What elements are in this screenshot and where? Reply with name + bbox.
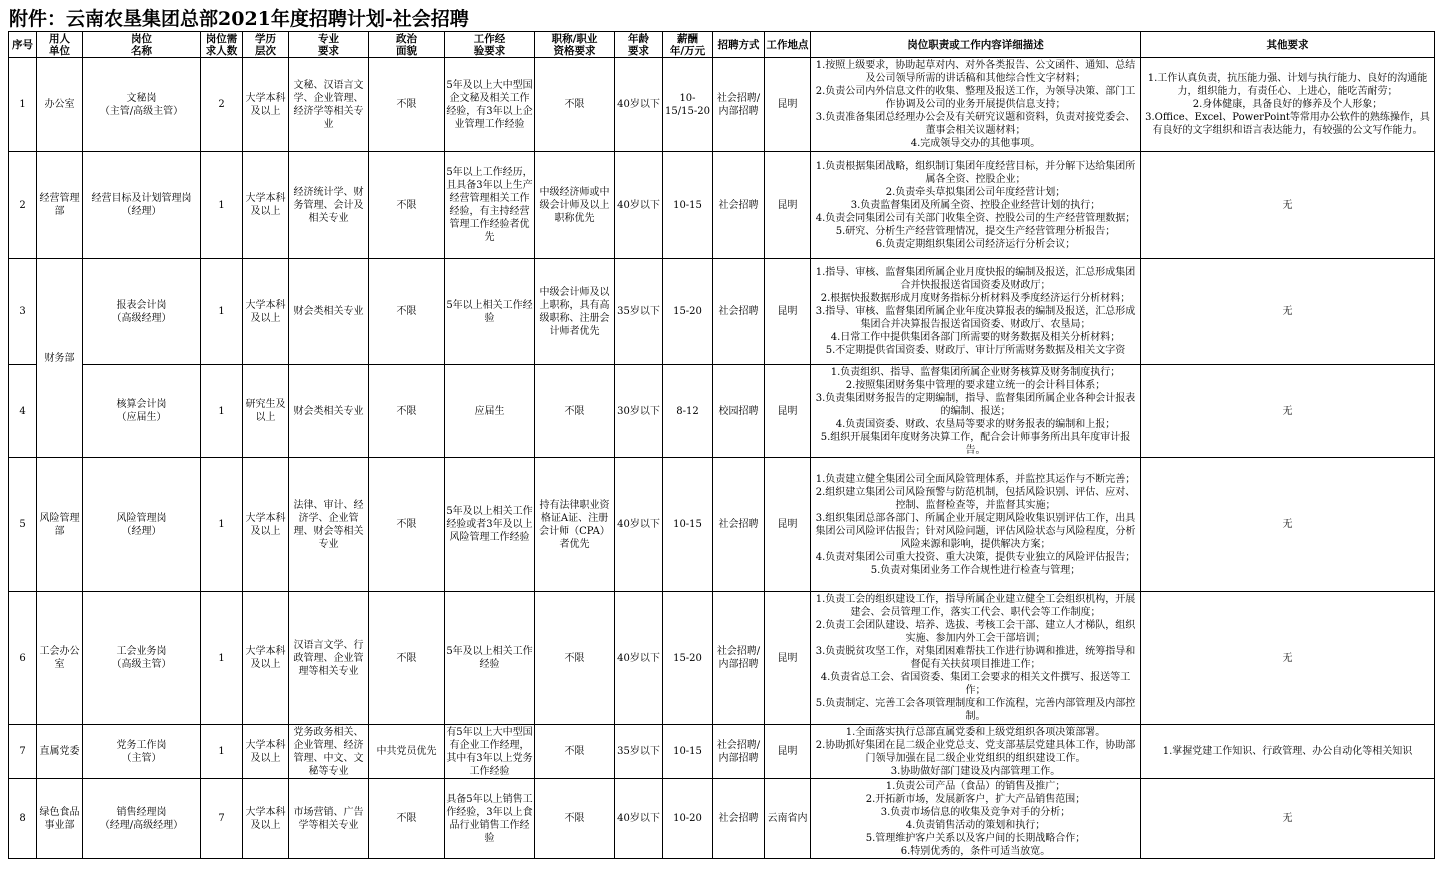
cell-salary: 10-15 bbox=[663, 725, 713, 779]
duty-line: 3.负责监督集团及所属全资、控股企业经营计划的执行； bbox=[850, 199, 1101, 211]
cell-unit: 风险管理部 bbox=[37, 458, 83, 592]
cell-major: 党务政务相关、企业管理、经济管理、中文、文秘等专业 bbox=[289, 725, 369, 779]
other-line: 无 bbox=[1282, 813, 1293, 824]
cell-duty bbox=[811, 152, 1141, 259]
cell-duty bbox=[811, 779, 1141, 859]
duty-line: 3.组织集团总部各部门、所属企业开展定期风险收集识别评估工作，出具集团公司风险评估报告；针对风险问题，评估风险状态与风险程度，分析风险来源和影响，提供解决方案； bbox=[815, 512, 1136, 550]
header-edu: 学历 层次 bbox=[243, 32, 289, 58]
duty-line: 4.日常工作中提供集团各部门所需要的财务数据及相关分析材料； bbox=[830, 332, 1121, 343]
table-row bbox=[9, 152, 1435, 259]
cell-edu: 大学本科及以上 bbox=[243, 58, 289, 152]
cell-exp: 5年及以上相关工作经验或者3年及以上风险管理工作经验 bbox=[445, 458, 535, 592]
cell-post: 风险管理岗 （经理） bbox=[83, 458, 201, 592]
duty-line: 3.负责准备集团总经理办公会及有关研究议题和资料，负责对接党委会、董事会相关议题材料； bbox=[815, 112, 1136, 136]
duty-line: 2.开拓新市场，发展新客户，扩大产品销售范围； bbox=[865, 793, 1086, 805]
cell-post: 经营目标及计划管理岗 （经理） bbox=[83, 152, 201, 259]
cell-salary: 15-20 bbox=[663, 592, 713, 725]
duty-line: 5.组织开展集团年度财务决算工作，配合会计师事务所出具年度审计报告。 bbox=[820, 431, 1131, 456]
cell-exp: 5年以上相关工作经验 bbox=[445, 259, 535, 365]
table-row bbox=[9, 365, 1435, 458]
cell-count: 1 bbox=[201, 592, 243, 725]
table-row bbox=[9, 725, 1435, 779]
cell-political: 不限 bbox=[369, 259, 445, 365]
cell-political: 不限 bbox=[369, 458, 445, 592]
cell-salary: 10-15/15-20 bbox=[663, 58, 713, 152]
duty-line: 2.负责牵头草拟集团公司年度经营计划； bbox=[885, 186, 1066, 198]
cell-seq: 4 bbox=[9, 365, 37, 458]
duty-line: 1.全面落实执行总部直属党委和上级党组织各项决策部署。 bbox=[845, 726, 1106, 738]
duty-line: 4.负责会同集团公司有关部门收集全资、控股公司的生产经营管理数据； bbox=[815, 212, 1136, 224]
cell-unit: 办公室 bbox=[37, 58, 83, 152]
duty-line: 2.协助抓好集团在昆二级企业党总支、党支部基层党建具体工作，协助部门领导加强在昆二级企业党组织的组织建设工作。 bbox=[815, 739, 1136, 764]
cell-age: 40岁以下 bbox=[615, 458, 663, 592]
other-line: 无 bbox=[1282, 199, 1293, 211]
cell-place: 昆明 bbox=[765, 259, 811, 365]
cell-exp: 具备5年以上销售工作经验，3年以上食品行业销售工作经验 bbox=[445, 779, 535, 859]
cell-other bbox=[1141, 725, 1435, 779]
cell-title-req: 中级会计师及以上职称，具有高级职称、注册会计师者优先 bbox=[535, 259, 615, 365]
header-title-req: 职称/职业 资格要求 bbox=[535, 32, 615, 58]
cell-other bbox=[1141, 365, 1435, 458]
cell-age: 40岁以下 bbox=[615, 152, 663, 259]
cell-duty bbox=[811, 365, 1141, 458]
table-row bbox=[9, 259, 1435, 365]
cell-edu: 大学本科及以上 bbox=[243, 458, 289, 592]
cell-unit: 工会办公室 bbox=[37, 592, 83, 725]
header-count: 岗位需 求人数 bbox=[201, 32, 243, 58]
cell-method: 社会招聘 bbox=[713, 458, 765, 592]
cell-method: 社会招聘/内部招聘 bbox=[713, 58, 765, 152]
duty-line: 1.负责组织、指导、监督集团所属企业财务核算及财务制度执行； bbox=[830, 366, 1121, 378]
cell-post: 报表会计岗 （高级经理） bbox=[83, 259, 201, 365]
cell-count: 1 bbox=[201, 725, 243, 779]
cell-edu: 大学本科及以上 bbox=[243, 259, 289, 365]
cell-edu: 大学本科及以上 bbox=[243, 725, 289, 779]
header-political: 政治 面貌 bbox=[369, 32, 445, 58]
duty-line: 5.研究、分析生产经营管理情况，提交生产经营管理分析报告； bbox=[835, 225, 1116, 237]
cell-count: 1 bbox=[201, 152, 243, 259]
cell-age: 40岁以下 bbox=[615, 58, 663, 152]
header-place: 工作地点 bbox=[765, 32, 811, 58]
cell-major: 市场营销、广告学等相关专业 bbox=[289, 779, 369, 859]
cell-edu: 大学本科及以上 bbox=[243, 779, 289, 859]
cell-method: 校园招聘 bbox=[713, 365, 765, 458]
cell-post: 党务工作岗 （主管） bbox=[83, 725, 201, 779]
cell-post: 文秘岗 （主管/高级主管） bbox=[83, 58, 201, 152]
cell-salary: 10-20 bbox=[663, 779, 713, 859]
header-seq: 序号 bbox=[9, 32, 37, 58]
cell-duty bbox=[811, 725, 1141, 779]
cell-duty bbox=[811, 58, 1141, 152]
cell-salary: 10-15 bbox=[663, 152, 713, 259]
duty-line: 2.负责公司内外信息文件的收集、整理及报送工作，为领导决策、部门工作协调及公司的业务开展提供信息支持； bbox=[815, 86, 1136, 110]
cell-title-req: 不限 bbox=[535, 592, 615, 725]
cell-other bbox=[1141, 259, 1435, 365]
cell-age: 40岁以下 bbox=[615, 779, 663, 859]
table-row bbox=[9, 592, 1435, 725]
cell-place: 昆明 bbox=[765, 152, 811, 259]
duty-line: 1.按照上级要求，协助起草对内、对外各类报告、公文函件、通知、总结及公司领导所需的讲话稿和其他综合性文字材料； bbox=[815, 60, 1136, 84]
duty-line: 1.负责公司产品（食品）的销售及推广； bbox=[885, 780, 1066, 792]
cell-seq: 2 bbox=[9, 152, 37, 259]
cell-unit: 绿色食品事业部 bbox=[37, 779, 83, 859]
cell-political: 不限 bbox=[369, 592, 445, 725]
duty-line: 4.负责对集团公司重大投资、重大决策，提供专业独立的风险评估报告； bbox=[815, 551, 1136, 563]
cell-age: 30岁以下 bbox=[615, 365, 663, 458]
duty-line: 5.负责制定、完善工会各项管理制度和工作流程，完善内部管理及内部控制。 bbox=[815, 698, 1136, 722]
cell-place: 云南省内 bbox=[765, 779, 811, 859]
cell-duty bbox=[811, 458, 1141, 592]
duty-line: 1.指导、审核、监督集团所属企业月度快报的编制及报送，汇总形成集团合并快报报送省国资委及财政厅； bbox=[815, 267, 1136, 291]
cell-post: 核算会计岗 （应届生） bbox=[83, 365, 201, 458]
duty-line: 3.负责市场信息的收集及竞争对手的分析； bbox=[880, 806, 1071, 818]
cell-major: 汉语言文学、行政管理、企业管理等相关专业 bbox=[289, 592, 369, 725]
cell-other bbox=[1141, 458, 1435, 592]
cell-seq: 3 bbox=[9, 259, 37, 365]
cell-duty bbox=[811, 592, 1141, 725]
duty-line: 4.完成领导交办的其他事项。 bbox=[910, 138, 1041, 149]
cell-title-req: 不限 bbox=[535, 725, 615, 779]
cell-duty bbox=[811, 259, 1141, 365]
cell-political: 不限 bbox=[369, 152, 445, 259]
duty-line: 3.协助做好部门建设及内部管理工作。 bbox=[890, 765, 1061, 777]
cell-method: 社会招聘 bbox=[713, 152, 765, 259]
cell-place: 昆明 bbox=[765, 592, 811, 725]
other-line: 3.Office、Excel、PowerPoint等常用办公软件的熟练操作，具有良好的文字组织和语言表达能力，有较强的公文写作能力。 bbox=[1145, 112, 1430, 136]
duty-line: 5.负责对集团业务工作合规性进行检查与管理； bbox=[870, 564, 1081, 576]
cell-place: 昆明 bbox=[765, 58, 811, 152]
other-line: 无 bbox=[1282, 519, 1293, 530]
cell-post: 工会业务岗 （高级主管） bbox=[83, 592, 201, 725]
cell-method: 社会招聘/内部招聘 bbox=[713, 592, 765, 725]
duty-line: 2.组织建立集团公司风险预警与防范机制，包括风险识别、评估、应对、控制、监督检查等，并监督其实施； bbox=[815, 486, 1136, 511]
cell-method: 社会招聘 bbox=[713, 779, 765, 859]
cell-title-req: 持有法律职业资格证A证、注册会计师（CPA）者优先 bbox=[535, 458, 615, 592]
cell-title-req: 不限 bbox=[535, 58, 615, 152]
duty-line: 3.负责脱贫攻坚工作，对集团困难帮扶工作进行协调和推进，统筹指导和督促有关扶贫项目推进工作； bbox=[815, 646, 1136, 670]
duty-line: 5.不定期提供省国资委、财政厅、审计厅所需财务数据及相关文字资 bbox=[825, 345, 1126, 356]
cell-edu: 大学本科及以上 bbox=[243, 592, 289, 725]
header-unit: 用人 单位 bbox=[37, 32, 83, 58]
cell-edu: 大学本科及以上 bbox=[243, 152, 289, 259]
cell-place: 昆明 bbox=[765, 458, 811, 592]
cell-seq: 5 bbox=[9, 458, 37, 592]
duty-line: 2.负责工会团队建设、培养、选拔、考核工会干部、建立人才梯队，组织实施、参加内外工会干部培训； bbox=[815, 620, 1136, 644]
duty-line: 2.根据快报数据形成月度财务指标分析材料及季度经济运行分析材料； bbox=[820, 293, 1131, 304]
cell-salary: 15-20 bbox=[663, 259, 713, 365]
duty-line: 3.负责集团财务报告的定期编制，指导、监督集团所属企业各种会计报表的编制、报送； bbox=[815, 392, 1136, 417]
cell-title-req: 不限 bbox=[535, 365, 615, 458]
header-method: 招聘方式 bbox=[713, 32, 765, 58]
other-line: 1.工作认真负责，抗压能力强、计划与执行能力、良好的沟通能力，组织能力，有责任心、上进心，能吃苦耐劳； bbox=[1147, 73, 1428, 97]
cell-unit: 直属党委 bbox=[37, 725, 83, 779]
cell-political: 不限 bbox=[369, 58, 445, 152]
header-row bbox=[9, 32, 1435, 58]
cell-other bbox=[1141, 58, 1435, 152]
duty-line: 3.指导、审核、监督集团所属企业年度决算报表的编制及报送，汇总形成集团合并决算报告报送省国资委、财政厅、农垦局； bbox=[815, 306, 1136, 330]
cell-post: 销售经理岗 （经理/高级经理） bbox=[83, 779, 201, 859]
header-major: 专业 要求 bbox=[289, 32, 369, 58]
table-row bbox=[9, 58, 1435, 152]
cell-political: 中共党员优先 bbox=[369, 725, 445, 779]
header-age: 年龄 要求 bbox=[615, 32, 663, 58]
header-exp: 工作经 验要求 bbox=[445, 32, 535, 58]
cell-count: 1 bbox=[201, 458, 243, 592]
cell-major: 财会类相关专业 bbox=[289, 259, 369, 365]
cell-exp: 5年及以上相关工作经验 bbox=[445, 592, 535, 725]
cell-other bbox=[1141, 152, 1435, 259]
duty-line: 4.负责销售活动的策划和执行； bbox=[905, 819, 1046, 831]
duty-line: 2.按照集团财务集中管理的要求建立统一的会计科目体系； bbox=[845, 379, 1106, 391]
duty-line: 1.负责根据集团战略，组织制订集团年度经营目标，并分解下达给集团所属各全资、控股企业； bbox=[815, 160, 1136, 185]
cell-salary: 10-15 bbox=[663, 458, 713, 592]
cell-exp: 5年及以上大中型国企文秘及相关工作经验，有3年以上企业管理工作经验 bbox=[445, 58, 535, 152]
cell-method: 社会招聘 bbox=[713, 259, 765, 365]
cell-title-req: 中级经济师或中级会计师及以上职称优先 bbox=[535, 152, 615, 259]
other-line: 无 bbox=[1282, 652, 1293, 664]
cell-exp: 有5年以上大中型国有企业工作经理，其中有3年以上党务工作经验 bbox=[446, 726, 533, 777]
cell-major: 经济统计学、财务管理、会计及相关专业 bbox=[289, 152, 369, 259]
recruitment-table bbox=[8, 31, 1435, 859]
cell-edu: 研究生及以上 bbox=[243, 365, 289, 458]
page-title: 附件：云南农垦集团总部2021年度招聘计划-社会招聘 bbox=[9, 8, 469, 30]
cell-political: 不限 bbox=[369, 779, 445, 859]
table-row bbox=[9, 779, 1435, 859]
duty-line: 4.负责省总工会、省国资委、集团工会要求的相关文件撰写、报送等工作； bbox=[820, 672, 1131, 696]
cell-place: 昆明 bbox=[765, 725, 811, 779]
cell-seq: 7 bbox=[9, 725, 37, 779]
cell-count: 2 bbox=[201, 58, 243, 152]
duty-line: 1.负责工会的组织建设工作，指导所属企业建立健全工会组织机构，开展建会、会员管理工作，落实工代会、职代会等工作制度； bbox=[815, 594, 1136, 618]
cell-seq: 6 bbox=[9, 592, 37, 725]
table-row bbox=[9, 458, 1435, 592]
cell-seq: 8 bbox=[9, 779, 37, 859]
cell-method: 社会招聘/内部招聘 bbox=[713, 725, 765, 779]
header-other: 其他要求 bbox=[1141, 32, 1435, 58]
cell-unit: 经营管理部 bbox=[37, 152, 83, 259]
duty-line: 6.特别优秀的，条件可适当放宽。 bbox=[900, 845, 1051, 857]
table-body bbox=[9, 58, 1435, 859]
duty-line: 4.负责国资委、财政、农垦局等要求的财务报表的编制和上报； bbox=[835, 418, 1116, 430]
other-line: 无 bbox=[1282, 405, 1293, 417]
cell-major: 财会类相关专业 bbox=[289, 365, 369, 458]
cell-exp: 5年以上工作经历，且具备3年以上生产经营管理相关工作经验，有主持经营管理工作经验者优先 bbox=[445, 152, 535, 259]
header-salary: 薪酬 年/万元 bbox=[663, 32, 713, 58]
other-line: 1.掌握党建工作知识、行政管理、办公自动化等相关知识 bbox=[1162, 746, 1413, 757]
cell-title-req: 不限 bbox=[535, 779, 615, 859]
header-post: 岗位 名称 bbox=[83, 32, 201, 58]
duty-line: 1.负责建立健全集团公司全面风险管理体系，并监控其运作与不断完善； bbox=[815, 473, 1136, 485]
duty-line: 5.管理维护客户关系以及客户间的长期战略合作； bbox=[865, 832, 1086, 844]
cell-political: 不限 bbox=[369, 365, 445, 458]
cell-exp: 应届生 bbox=[445, 365, 535, 458]
duty-line: 6.负责定期组织集团公司经济运行分析会议； bbox=[875, 238, 1076, 250]
cell-unit: 财务部 bbox=[37, 259, 83, 458]
other-line: 无 bbox=[1282, 306, 1293, 317]
cell-count: 1 bbox=[201, 365, 243, 458]
cell-major: 法律、审计、经济学、企业管理、财会等相关专业 bbox=[289, 458, 369, 592]
cell-age: 35岁以下 bbox=[615, 725, 663, 779]
cell-count: 7 bbox=[201, 779, 243, 859]
cell-salary: 8-12 bbox=[663, 365, 713, 458]
cell-age: 40岁以下 bbox=[615, 592, 663, 725]
cell-major: 文秘、汉语言文学、企业管理、经济学等相关专业 bbox=[289, 58, 369, 152]
cell-place: 昆明 bbox=[765, 365, 811, 458]
cell-age: 35岁以下 bbox=[615, 259, 663, 365]
other-line: 2.身体健康，具备良好的修养及个人形象； bbox=[1192, 99, 1383, 110]
cell-other bbox=[1141, 592, 1435, 725]
header-duty: 岗位职责或工作内容详细描述 bbox=[811, 32, 1141, 58]
cell-other bbox=[1141, 779, 1435, 859]
cell-count: 1 bbox=[201, 259, 243, 365]
cell-seq: 1 bbox=[9, 58, 37, 152]
